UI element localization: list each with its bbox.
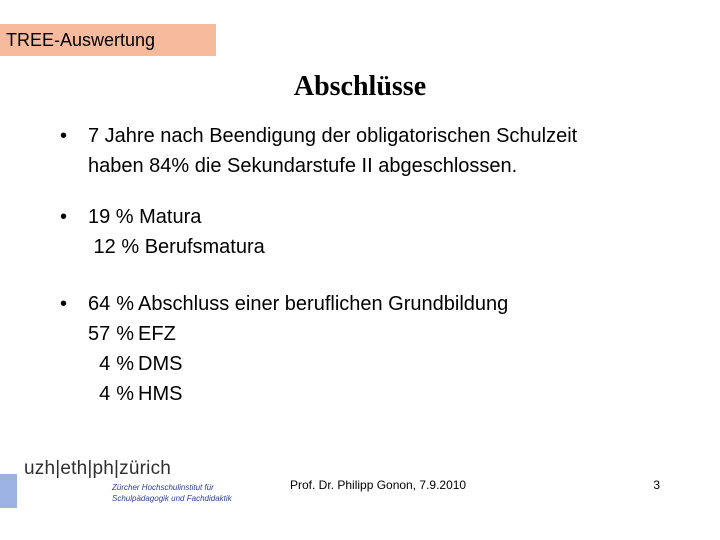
slide-title [0, 70, 720, 104]
qualification-value: 64 [88, 293, 111, 315]
qualification-row [88, 289, 508, 319]
qualification-table [88, 289, 508, 409]
bullet-1-line-2: haben 84% die Sekundarstufe II abgeschlossen. [88, 155, 518, 177]
bullet-marker: • [60, 206, 68, 228]
bullet-1-line-1: 7 Jahre nach Beendigung der obligatorischen Schulzeit [88, 125, 578, 147]
qualification-value: 4 [99, 383, 111, 405]
qualification-unit: % [116, 323, 135, 345]
bullet-2-line-2: 12 % Berufsmatura [88, 236, 265, 258]
logo-subtitle-line-2: Schulpädagogik und Fachdidaktik [112, 494, 232, 503]
page-number: 3 [653, 478, 660, 492]
qualification-label: Abschluss einer beruflichen Grundbildung [138, 293, 509, 315]
section-tag: TREE-Auswertung [0, 24, 216, 56]
qualification-unit: % [116, 293, 135, 315]
bullet-2-line-1: 19 % Matura [88, 206, 202, 228]
institution-logo [0, 454, 240, 510]
qualification-row [88, 319, 508, 349]
qualification-value: 4 [99, 353, 111, 375]
qualification-row [88, 349, 508, 379]
qualification-row [88, 379, 508, 409]
qualification-label: EFZ [138, 323, 176, 345]
logo-subtitle-line-1: Zürcher Hochschulinstitut für [112, 483, 214, 492]
logo-subtitle [112, 482, 232, 504]
slide-title-text: Abschlüsse [293, 71, 427, 102]
qualification-unit: % [116, 353, 135, 375]
logo-stripe [0, 474, 17, 508]
logo-wordmark: uzh|eth|ph|zürich [24, 458, 172, 479]
footer-author: Prof. Dr. Philipp Gonon, 7.9.2010 [290, 478, 467, 492]
bullet-marker: • [60, 125, 68, 147]
qualification-label: HMS [138, 383, 183, 405]
qualification-value: 57 [88, 323, 111, 345]
qualification-unit: % [116, 383, 135, 405]
qualification-label: DMS [138, 353, 183, 375]
bullet-marker: • [60, 293, 68, 315]
